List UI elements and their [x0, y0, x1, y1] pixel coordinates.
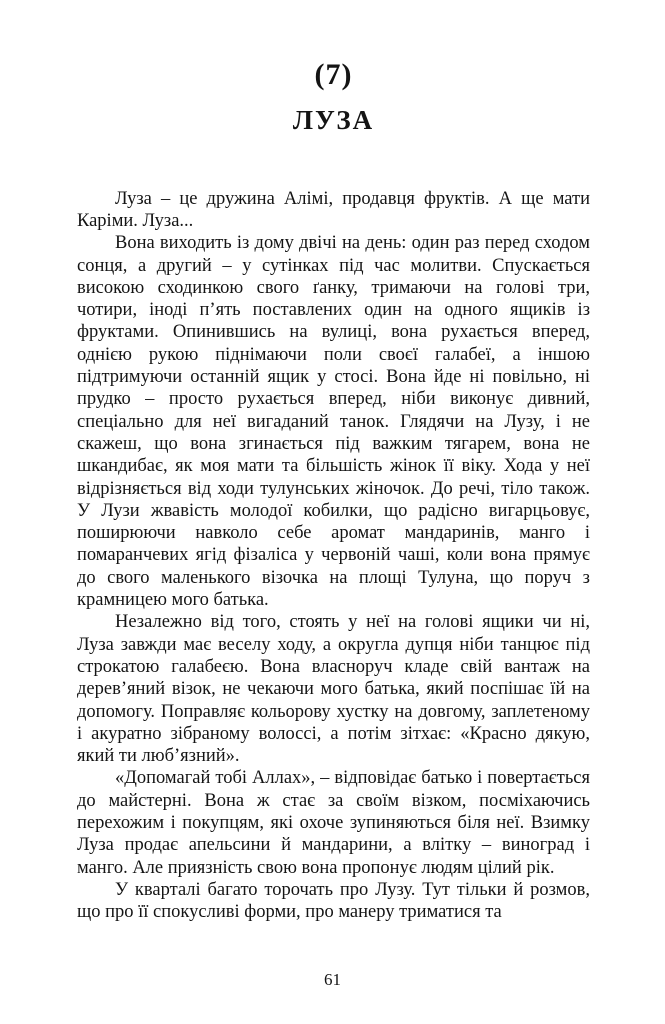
chapter-number: (7): [314, 58, 353, 91]
page-number: 61: [324, 970, 341, 989]
paragraph: У кварталі багато торочать про Лузу. Тут тільки й розмов, що про її спокусливі форми, про манеру триматися та: [77, 879, 590, 923]
chapter-header: [77, 58, 590, 136]
chapter-title: ЛУЗА: [292, 105, 375, 135]
body-text: [77, 188, 590, 924]
paragraph: Луза – це дружина Алімі, продавця фруктів. А ще мати Каріми. Луза...: [77, 188, 590, 231]
paragraph: Вона виходить із дому двічі на день: один раз перед сходом сонця, а другий – у сутінках під час молитви. Спускається високою сходинкою свого ґанку, тримаючи на голові три, чотири, іноді п’ять поставлених один на одного ящиків із фруктами. Опинившись на вулиці, вона рухається вперед, однією рукою піднімаючи поли своєї галабеї, а іншою підтримуючи останній ящик у стосі. Вона йде ні повільно, ні прудко – просто рухається вперед, ніби виконує дивний, спеціально для неї вигаданий танок. Глядячи на Лузу, і не скажеш, що вона згинається під важким тягарем, вона не шкандибає, як моя мати та більшість жінок її віку. Хода у неї відрізняється від ходи тулунських жіночок. До речі, тіло також. У Лузи жвавість молодої кобилки, що радісно вигарцьовує, поширюючи навколо себе аромат мандаринів, манго і помаранчевих ягід фізаліса у червоній чаші, коли вона прямує до свого маленького візочка на площі Тулуна, що поруч з крамницею мого батька.: [77, 233, 590, 611]
paragraph: Незалежно від того, стоять у неї на голові ящики чи ні, Луза завжди має веселу ходу, а округла дупця ніби танцює під строкатою галабеєю. Вона власноруч кладе свій вантаж на дерев’яний візок, не чекаючи мого батька, який поспішає їй на допомогу. Поправляє кольорову хустку на довгому, заплетеному і акуратно зібраному волоссі, а потім зітхає: «Красно дякую, який ти люб’язний».: [77, 612, 590, 767]
page-footer: [0, 970, 665, 990]
paragraph: «Допомагай тобі Аллах», – відповідає батько і повертається до майстерні. Вона ж стає за своїм візком, посміхаючись перехожим і покупцям, які охоче зупиняються біля неї. Взимку Луза продає апельсини й мандарини, а влітку – виноград і манго. Але приязність свою вона пропонує людям цілий рік.: [77, 768, 590, 878]
